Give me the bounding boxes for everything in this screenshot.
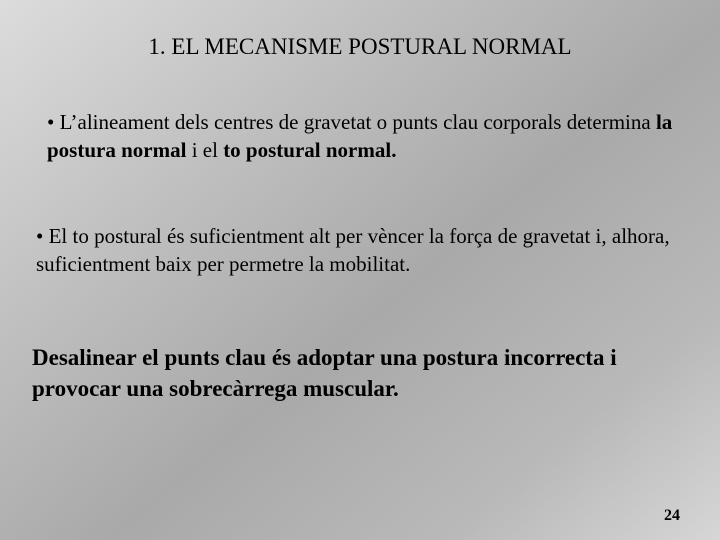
conclusion-callout: Desalinear el punts clau és adoptar una postura incorrecta i provocar una sobrecàrrega muscular.	[32, 345, 617, 401]
bullet-paragraph-alignment	[47, 108, 687, 164]
bullet-text: El to postural és suficientment alt per vèncer la força de gravetat i, alhora, suficientment baix per permetre la mobilitat.	[36, 224, 670, 276]
bullet-marker: •	[47, 110, 55, 134]
page-number: 24	[664, 507, 680, 524]
bullet-text-connector: i el	[186, 138, 224, 162]
slide-title: 1. EL MECANISME POSTURAL NORMAL	[148, 34, 572, 59]
bullet-marker: •	[36, 224, 44, 248]
bold-term-normal-posture: la postura normal	[47, 110, 673, 162]
bold-term-normal-tone: to postural normal.	[223, 138, 397, 162]
bullet-paragraph-tone	[36, 222, 706, 278]
bullet-text: L’alineament dels centres de gravetat o punts clau corporals determina	[59, 110, 656, 134]
